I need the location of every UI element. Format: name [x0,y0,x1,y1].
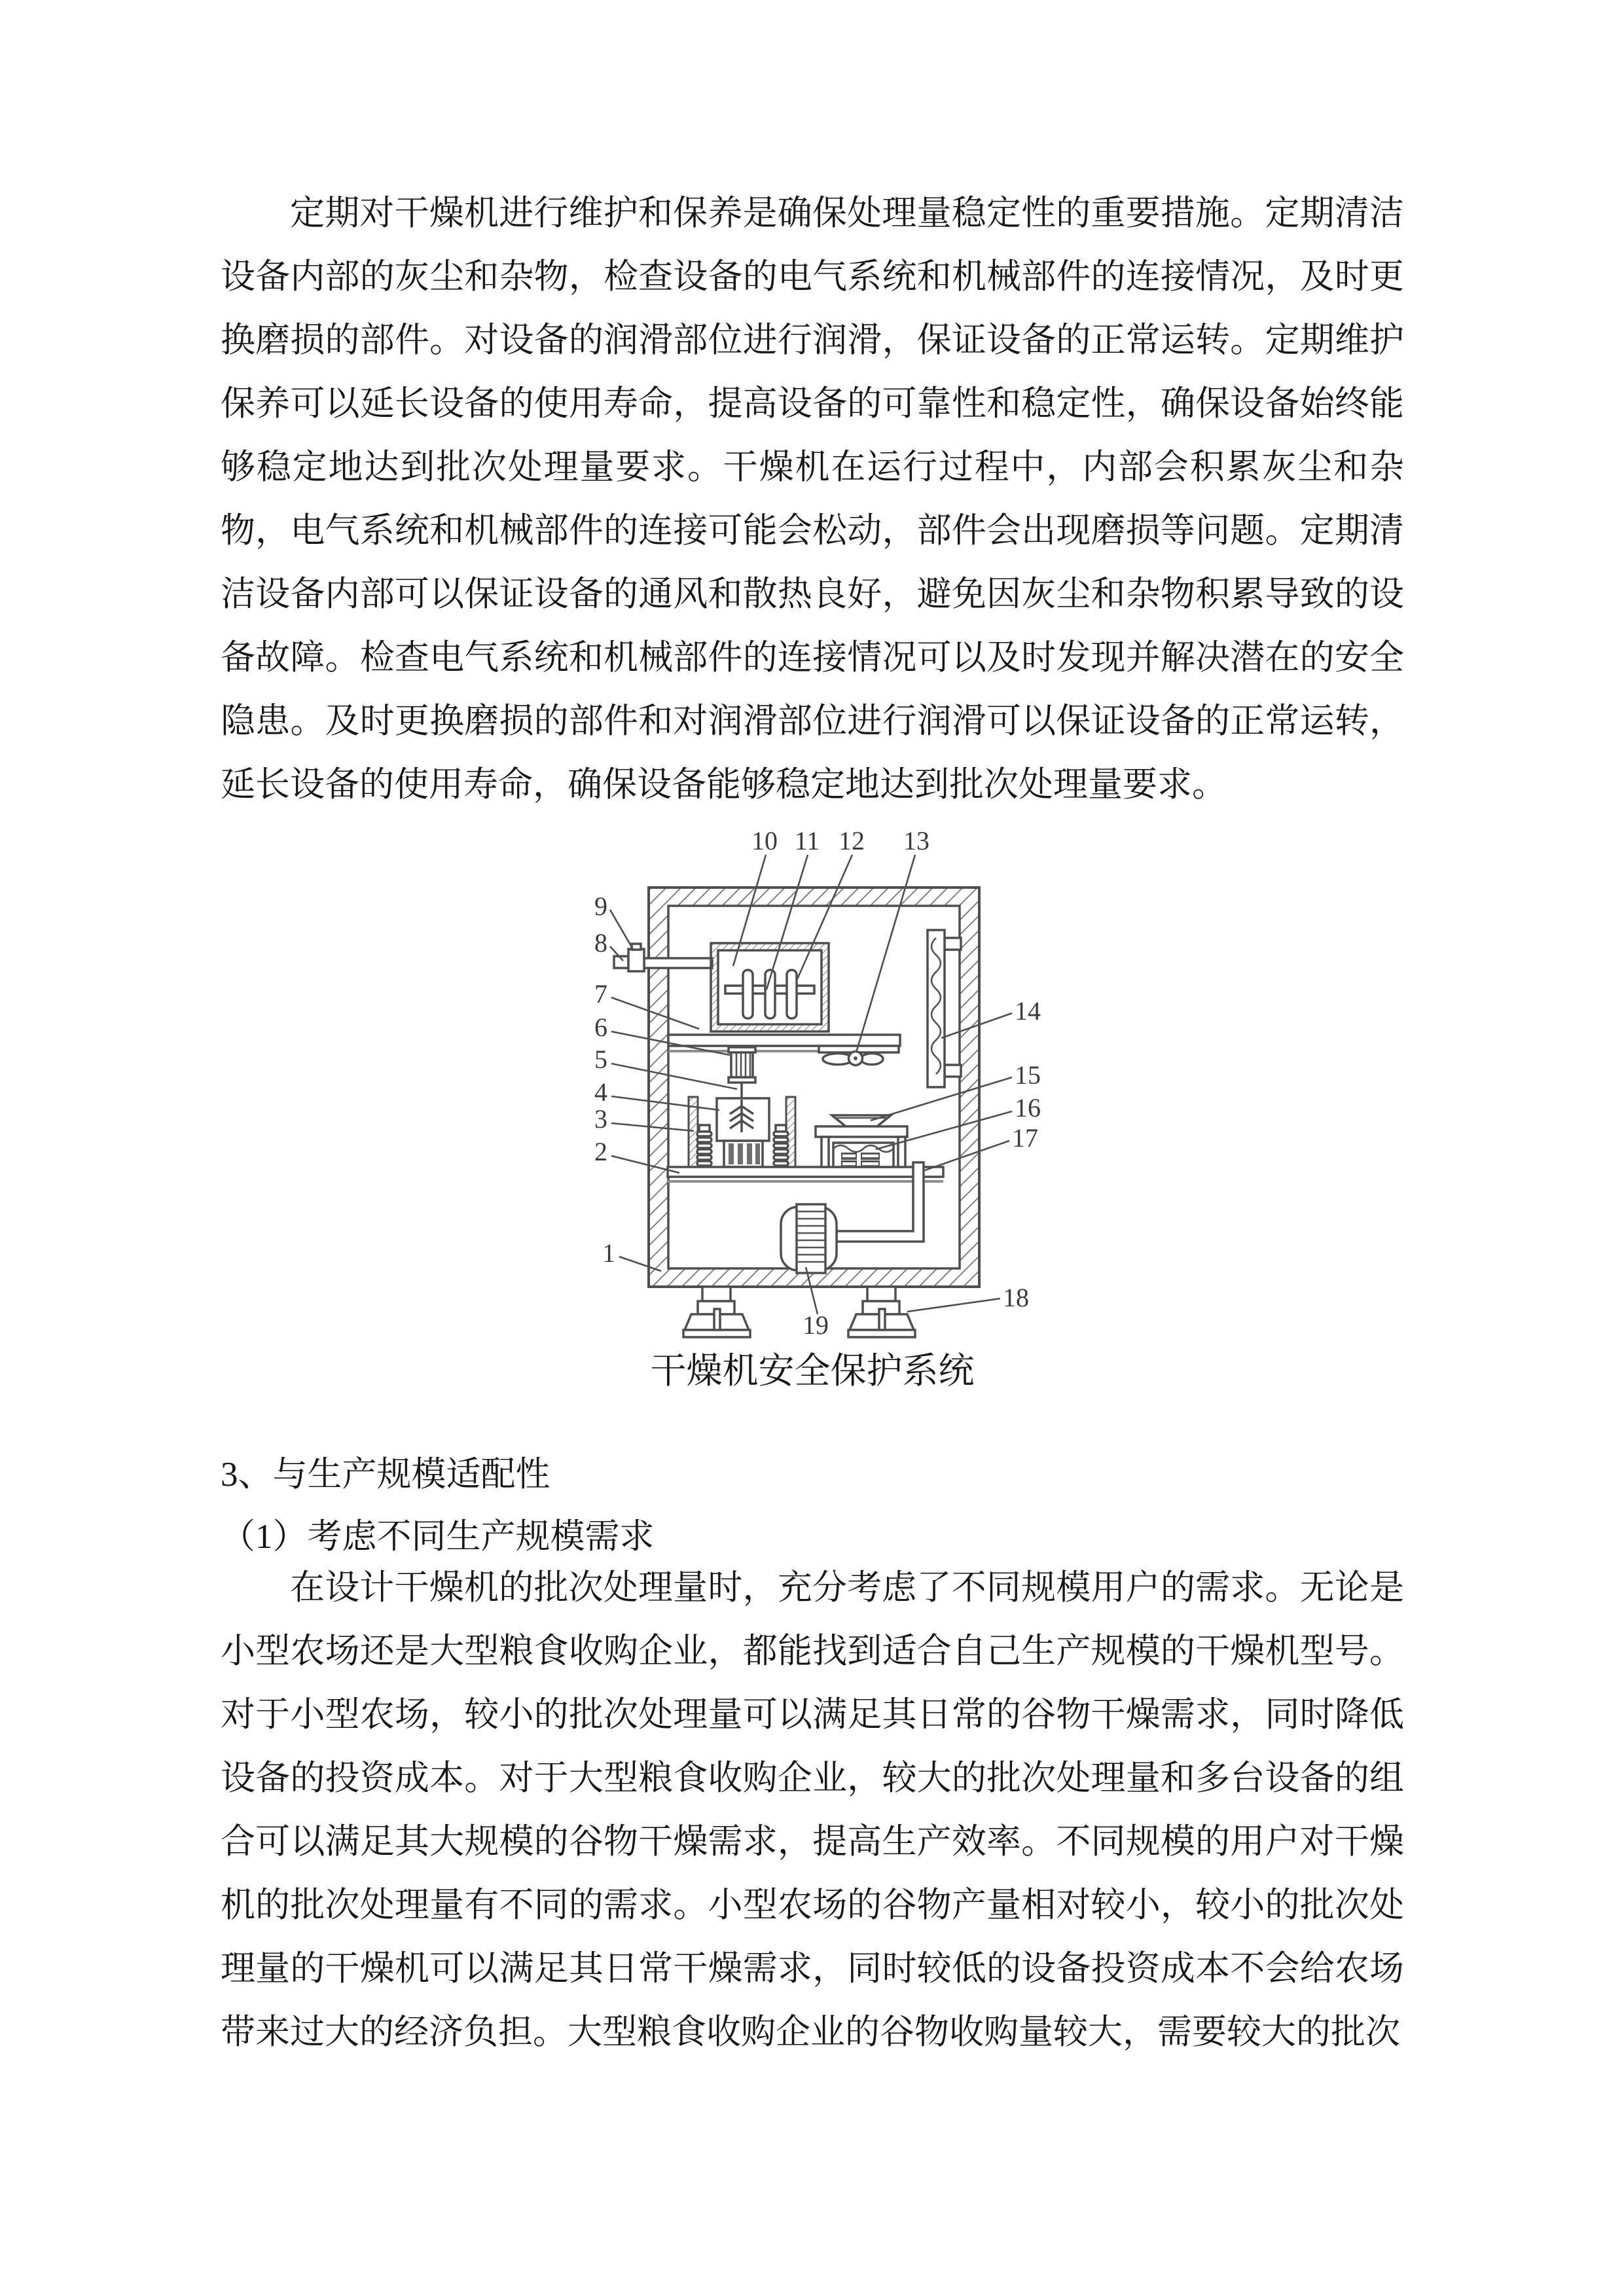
part-label-9: 9 [594,891,607,921]
gearbox [711,943,829,1031]
part-label-10: 10 [751,826,778,855]
part-label-12: 12 [839,826,865,855]
dryer-safety-diagram [568,822,1067,1347]
part-label-19: 19 [803,1310,829,1340]
paragraph-scale-adaptability: 在设计干燥机的批次处理量时，充分考虑了不同规模用户的需求。无论是小型农场还是大型粮食收购企业，都能找到适合自己生产规模的干燥机型号。对于小型农场，较小的批次处理量可以满足其日常的谷物干燥需求，同时降低设备的投资成本。对于大型粮食收购企业，较大的批次处理量和多台设备的组合可以满足其大规模的谷物干燥需求，提高生产效率。不同规模的用户对干燥机的批次处理量有不同的需求。小型农场的谷物产量相对较小，较小的批次处理量的干燥机可以满足其日常干燥需求，同时较低的设备投资成本不会给农场带来过大的经济负担。大型粮食收购企业的谷物收购量较大，需要较大的批次 [221,1569,1404,2051]
part-label-5: 5 [594,1045,607,1074]
drive-motor [781,1204,837,1273]
dryer-diagram-svg [568,822,1067,1347]
part-label-4: 4 [594,1077,607,1107]
part-label-3: 3 [594,1104,607,1134]
part-label-2: 2 [594,1137,607,1166]
figure-caption: 干燥机安全保护系统 [650,1351,975,1391]
part-label-13: 13 [903,826,929,855]
part-label-18: 18 [1003,1283,1029,1312]
sub-heading: （1）考虑不同生产规模需求 [221,1518,655,1556]
part-label-7: 7 [594,979,607,1009]
part-label-16: 16 [1015,1093,1041,1122]
spring-left [697,1125,712,1166]
section-heading: 3、与生产规模适配性 [221,1456,550,1494]
part-label-14: 14 [1015,996,1041,1026]
part-label-15: 15 [1015,1060,1041,1090]
part-label-1: 1 [602,1238,615,1268]
filter-grate [724,1141,763,1167]
support-foot-left [683,1287,750,1337]
paragraph-maintenance: 定期对干燥机进行维护和保养是确保处理量稳定性的重要措施。定期清洁设备内部的灰尘和杂物，检查设备的电气系统和机械部件的连接情况，及时更换磨损的部件。对设备的润滑部位进行润滑，保证设备的正常运转。定期维护保养可以延长设备的使用寿命，提高设备的可靠性和稳定性，确保设备始终能够稳定地达到批次处理量要求。干燥机在运行过程中，内部会积累灰尘和杂物，电气系统和机械部件的连接可能会松动，部件会出现磨损等问题。定期清洁设备内部可以保证设备的通风和散热良好，避免因灰尘和杂物积累导致的设备故障。检查电气系统和机械部件的连接情况可以及时发现并解决潜在的安全隐患。及时更换磨损的部件和对润滑部位进行润滑可以保证设备的正常运转，延长设备的使用寿命，确保设备能够稳定地达到批次处理量要求。 [221,194,1404,804]
part-label-11: 11 [794,826,820,855]
part-label-8: 8 [594,928,607,958]
support-foot-right [848,1287,915,1337]
part-label-6: 6 [594,1013,607,1042]
mixing-box [717,1098,769,1141]
part-label-17: 17 [1012,1123,1038,1153]
spring-right [774,1125,788,1166]
